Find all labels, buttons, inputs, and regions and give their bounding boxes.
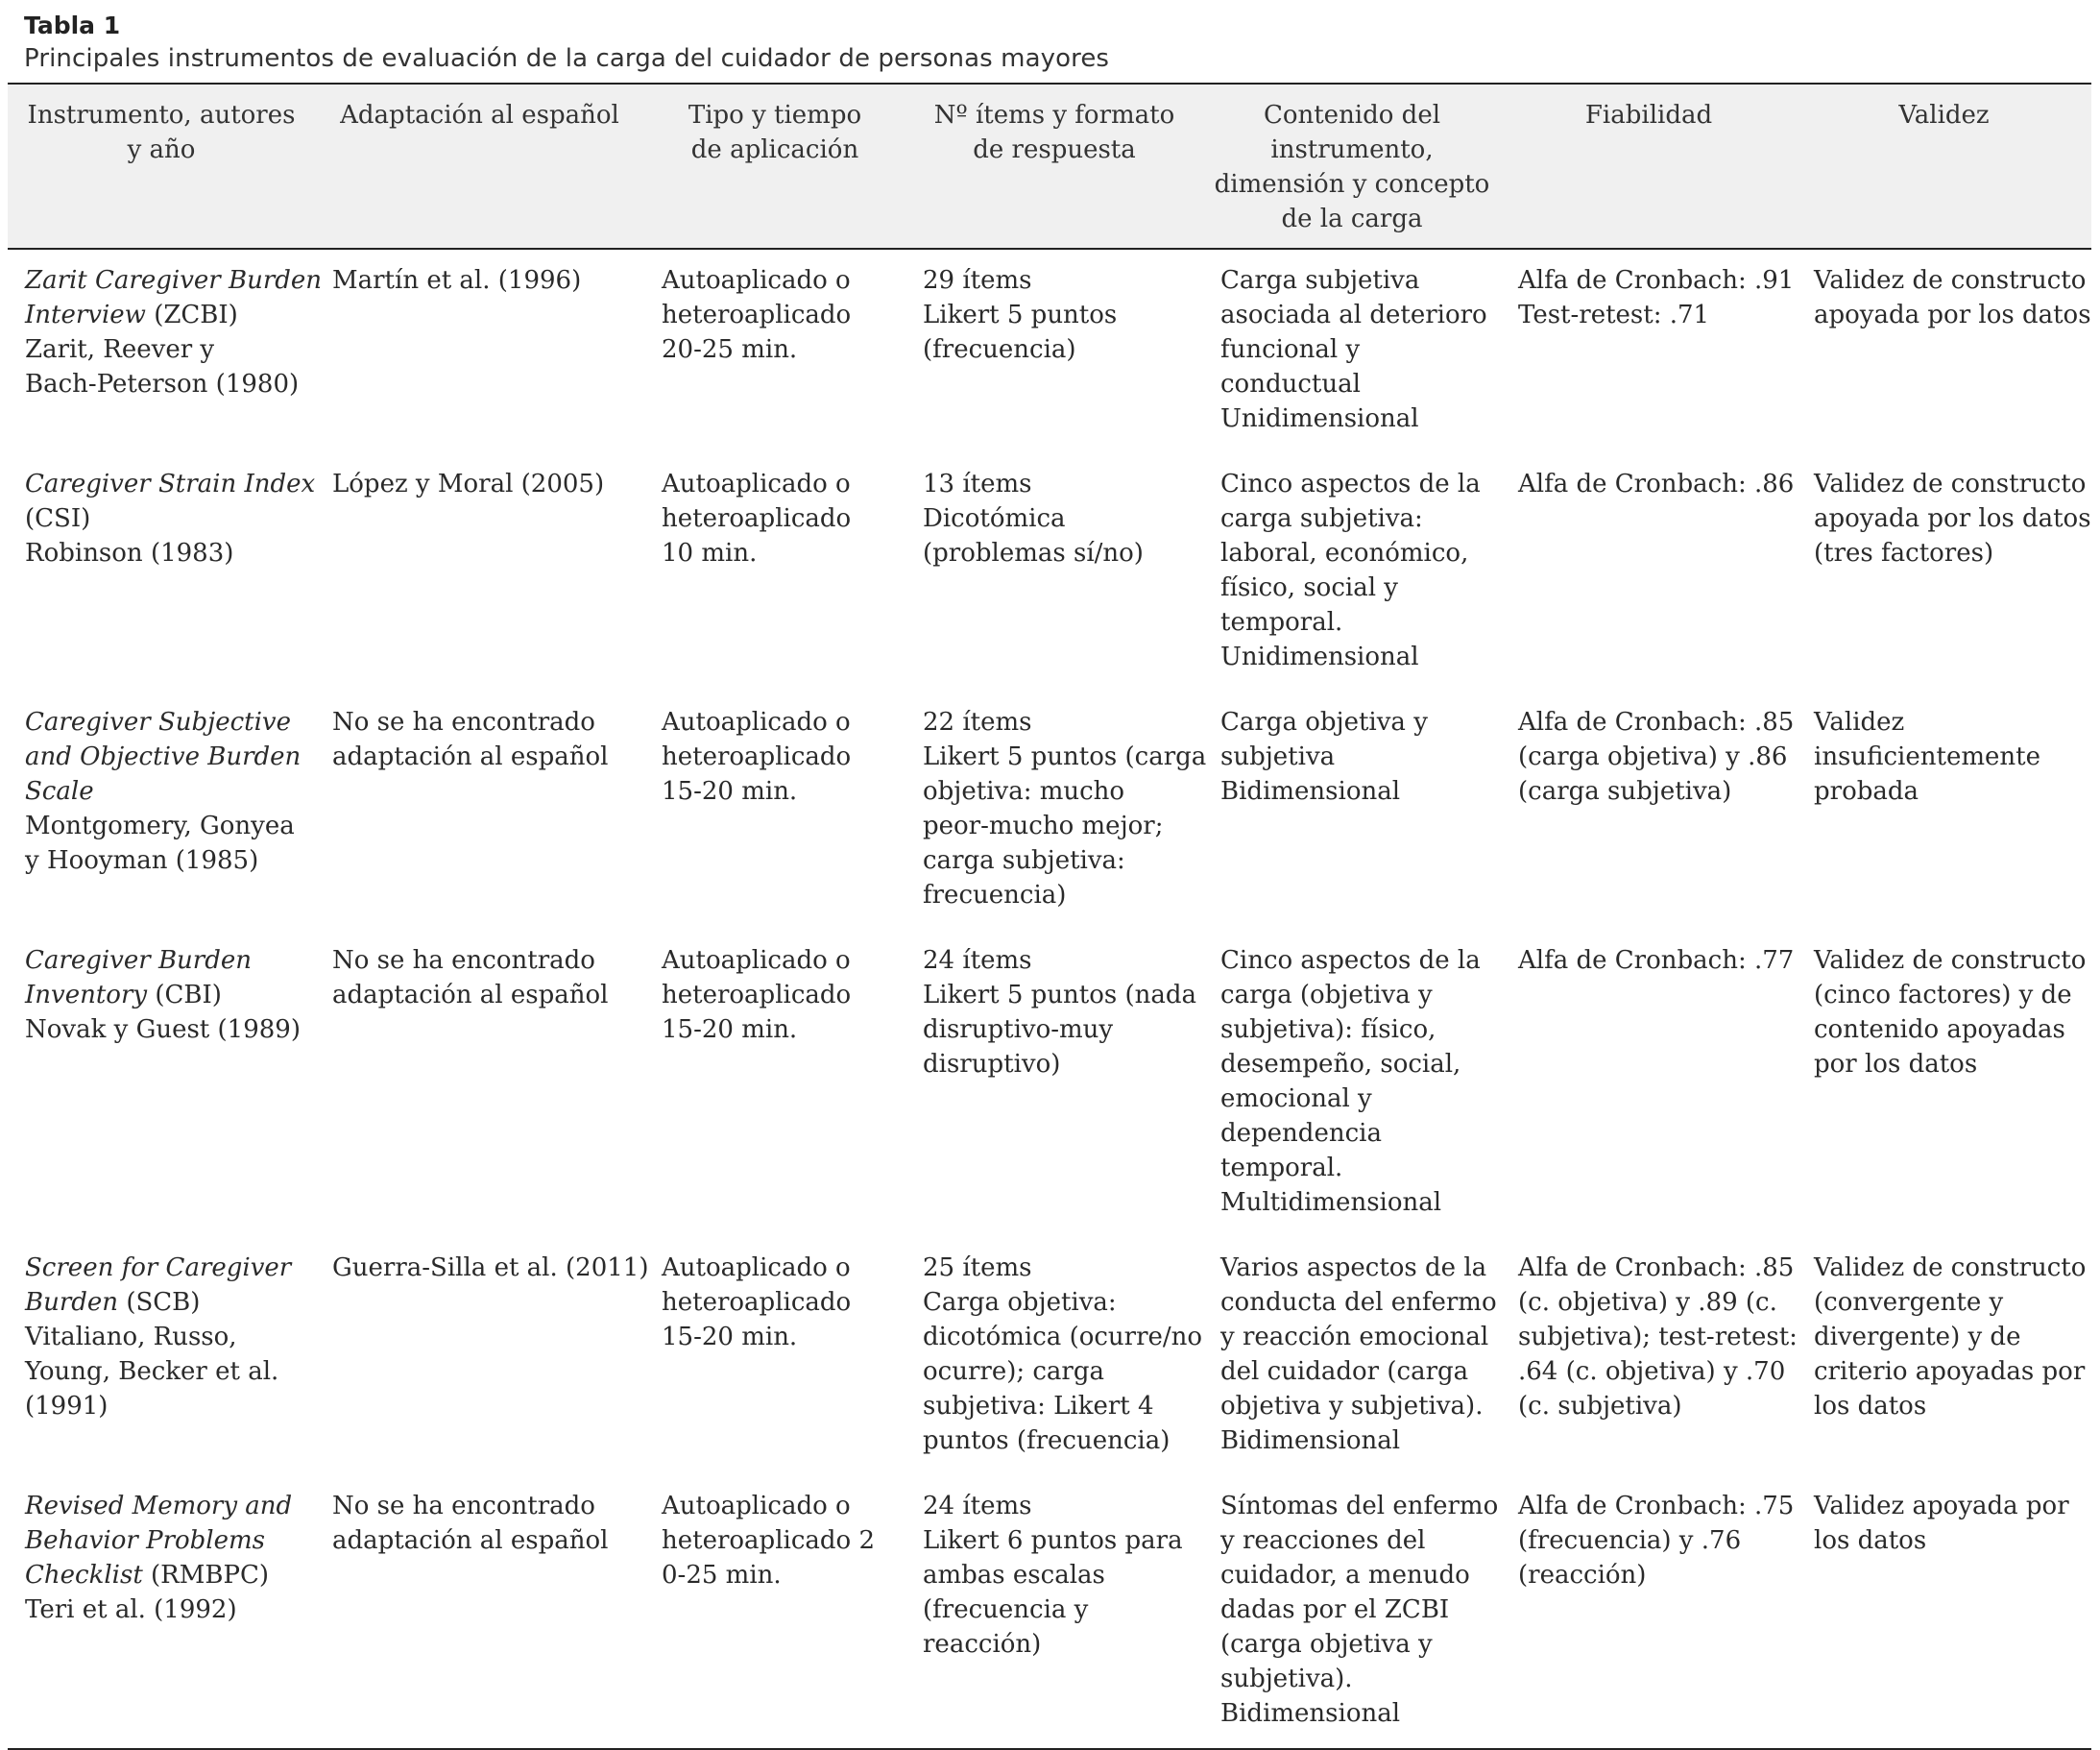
content-cell-line: Carga objetiva y [1220,708,1428,737]
content-cell-line: Bidimensional [1220,1426,1401,1455]
column-header-line: instrumento, [1270,135,1434,164]
content-cell-line: conductual [1220,370,1361,399]
reliability-cell [1501,249,1797,453]
header-row [8,84,2091,249]
items-format-cell-line: (problemas sí/no) [923,539,1144,568]
content-cell-line: Varios aspectos de la [1220,1253,1487,1282]
column-header [1797,84,2091,249]
validity-cell-line: apoyada por los datos [1814,301,2091,329]
items-format-cell-line: objetiva: mucho [923,777,1125,806]
items-format-cell-line: (frecuencia y [923,1595,1089,1624]
content-cell-line: Unidimensional [1220,643,1419,671]
content-cell-line: laboral, económico, [1220,539,1469,568]
content-cell-line: físico, social y [1220,573,1398,602]
validity-cell [1797,930,2091,1237]
application-type-cell [644,249,905,453]
instrument-abbreviation: (CSI) [25,504,91,533]
validity-cell-line: los datos [1814,1392,1927,1421]
validity-cell-line: (cinco factores) y de [1814,981,2072,1009]
column-header-line: de respuesta [973,135,1136,164]
column-header [905,84,1203,249]
validity-cell-line: (tres factores) [1814,539,1994,568]
adaptation-cell-line: adaptación al español [332,981,609,1009]
reliability-cell-line: Alfa de Cronbach: .85 [1518,708,1795,737]
column-header-line: Instrumento, autores [27,101,296,130]
adaptation-cell-line: López y Moral (2005) [332,470,605,498]
content-cell [1203,1475,1501,1749]
content-cell [1203,692,1501,930]
instrument-name-line [25,978,305,1012]
table-header [8,84,2091,249]
content-cell-line: objetiva y subjetiva). [1220,1392,1484,1421]
instrument-authors: (1991) [25,1392,109,1421]
table-row [8,930,2091,1237]
reliability-cell-line: Test-retest: .71 [1518,301,1710,329]
application-type-cell [644,1237,905,1475]
table-caption-title: Tabla 1 [24,12,121,39]
items-format-cell-line: reacción) [923,1630,1042,1659]
table-row [8,453,2091,692]
validity-cell-line: por los datos [1814,1050,1978,1079]
reliability-cell [1501,692,1797,930]
items-format-cell-line: disruptivo) [923,1050,1061,1079]
reliability-cell [1501,1475,1797,1749]
reliability-cell-line: Alfa de Cronbach: .91 [1518,266,1795,295]
instrument-authors: Novak y Guest (1989) [25,1015,301,1044]
items-format-cell [905,1475,1203,1749]
content-cell-line: dependencia [1220,1119,1382,1148]
reliability-cell-line: Alfa de Cronbach: .86 [1518,470,1795,498]
items-format-cell [905,453,1203,692]
instrument-authors: Zarit, Reever y [25,335,215,364]
items-format-cell-line: Dicotómica [923,504,1066,533]
column-header [1501,84,1797,249]
items-format-cell-line: 24 ítems [923,1492,1032,1520]
table-row [8,249,2091,453]
application-type-cell [644,453,905,692]
instrument-cell [8,453,315,692]
validity-cell [1797,249,2091,453]
adaptation-cell [315,692,644,930]
content-cell-line: subjetiva [1220,742,1336,771]
content-cell-line: desempeño, social, [1220,1050,1461,1079]
application-type-cell-line: Autoaplicado o [662,470,851,498]
application-type-cell-line: heteroaplicado [662,742,852,771]
content-cell [1203,453,1501,692]
items-format-cell-line: 22 ítems [923,708,1032,737]
reliability-cell-line: (c. objetiva) y .89 (c. [1518,1288,1777,1317]
instrument-cell [8,930,315,1237]
content-cell-line: Carga subjetiva [1220,266,1420,295]
instrument-authors: Robinson (1983) [25,539,234,568]
adaptation-cell [315,1237,649,1475]
content-cell-line: (carga objetiva y [1220,1630,1433,1659]
column-header-line: Contenido del [1263,101,1441,130]
instrument-name: Caregiver Burden [25,946,252,975]
adaptation-cell-line: adaptación al español [332,1526,609,1555]
content-cell-line: Cinco aspectos de la [1220,946,1481,975]
items-format-cell-line: 29 ítems [923,266,1032,295]
instrument-authors: Teri et al. (1992) [25,1595,237,1624]
instrument-name: Caregiver Subjective [25,708,291,737]
application-type-cell [644,1475,905,1749]
validity-cell [1797,1237,2091,1475]
column-header-line: dimensión y concepto [1214,170,1490,199]
reliability-cell-line: Alfa de Cronbach: .85 [1518,1253,1795,1282]
validity-cell [1797,692,2091,930]
items-format-cell-line: 13 ítems [923,470,1032,498]
reliability-cell-line: Alfa de Cronbach: .75 [1518,1492,1795,1520]
content-cell-line: temporal. [1220,1154,1343,1182]
reliability-cell [1501,930,1797,1237]
validity-cell-line: insuficientemente [1814,742,2040,771]
content-cell-line: Cinco aspectos de la [1220,470,1481,498]
application-type-cell-line: Autoaplicado o [662,1492,851,1520]
items-format-cell-line: Likert 6 puntos para [923,1526,1183,1555]
validity-cell [1797,1475,2091,1749]
adaptation-cell-line: Martín et al. (1996) [332,266,582,295]
column-header [315,84,644,249]
application-type-cell-line: 0-25 min. [662,1561,782,1590]
instrument-cell [8,1475,315,1749]
content-cell-line: Bidimensional [1220,777,1401,806]
validity-cell-line: Validez de constructo [1814,946,2087,975]
validity-cell-line: contenido apoyadas [1814,1015,2065,1044]
instrument-name: Inventory [25,981,148,1009]
column-header-line: Validez [1898,101,1990,130]
instrument-authors: Montgomery, Gonyea [25,812,295,840]
reliability-cell-line: (carga subjetiva) [1518,777,1732,806]
content-cell-line: conducta del enfermo [1220,1288,1497,1317]
column-header [1203,84,1501,249]
table-row [8,692,2091,930]
instrument-name: Caregiver Strain Index [25,470,316,498]
validity-cell-line: Validez de constructo [1814,266,2087,295]
reliability-cell [1501,1237,1797,1475]
adaptation-cell-line: No se ha encontrado [332,1492,595,1520]
instrument-name: Burden [25,1288,119,1317]
reliability-cell-line: subjetiva); test-retest: [1518,1323,1798,1351]
application-type-cell-line: heteroaplicado [662,1288,852,1317]
column-header-line: de la carga [1281,205,1423,233]
items-format-cell-line: ocurre); carga [923,1357,1105,1386]
instrument-name: Screen for Caregiver [25,1253,292,1282]
application-type-cell-line: 15-20 min. [662,777,798,806]
items-format-cell-line: disruptivo-muy [923,1015,1114,1044]
validity-cell-line: probada [1814,777,1919,806]
instruments-table [8,83,2091,1750]
column-header-line: y año [127,135,196,164]
adaptation-cell-line: adaptación al español [332,742,609,771]
validity-cell-line: Validez [1814,708,1905,737]
items-format-cell [905,1237,1203,1475]
content-cell-line: asociada al deterioro [1220,301,1487,329]
instrument-cell [8,1237,315,1475]
validity-cell-line: Validez de constructo [1814,1253,2087,1282]
validity-cell-line: criterio apoyadas por [1814,1357,2086,1386]
items-format-cell-line: Carga objetiva: [923,1288,1117,1317]
items-format-cell-line: (frecuencia) [923,335,1076,364]
instrument-name: Checklist [25,1561,143,1590]
instrument-name-line [25,1285,305,1320]
table-row [8,1237,2091,1475]
application-type-cell-line: heteroaplicado [662,504,852,533]
instrument-name: and Objective Burden [25,742,302,771]
content-cell-line: subjetiva). [1220,1665,1353,1693]
application-type-cell-line: Autoaplicado o [662,946,851,975]
reliability-cell [1501,453,1797,692]
instrument-authors: Bach-Peterson (1980) [25,370,300,399]
content-cell [1203,1237,1501,1475]
application-type-cell-line: Autoaplicado o [662,708,851,737]
validity-cell-line: (convergente y [1814,1288,2004,1317]
items-format-cell-line: Likert 5 puntos [923,301,1118,329]
content-cell-line: cuidador, a menudo [1220,1561,1470,1590]
validity-cell-line: divergente) y de [1814,1323,2021,1351]
application-type-cell-line: 10 min. [662,539,758,568]
items-format-cell-line: subjetiva: Likert 4 [923,1392,1154,1421]
instrument-name: Scale [25,777,94,806]
application-type-cell [644,930,905,1237]
instrument-authors: Young, Becker et al. [25,1357,279,1386]
content-cell [1203,930,1501,1237]
instrument-cell [8,692,315,930]
instrument-abbreviation: (CBI) [147,981,222,1009]
reliability-cell-line: .64 (c. objetiva) y .70 [1518,1357,1786,1386]
reliability-cell-line: (frecuencia) y .76 [1518,1526,1742,1555]
content-cell-line: Bidimensional [1220,1699,1401,1728]
adaptation-cell-line: No se ha encontrado [332,708,595,737]
instrument-cell [8,249,323,453]
application-type-cell-line: Autoaplicado o [662,266,851,295]
instrument-name-line [25,1558,305,1592]
items-format-cell [905,249,1203,453]
content-cell-line: y reacción emocional [1220,1323,1489,1351]
validity-cell-line: Validez de constructo [1814,470,2087,498]
application-type-cell-line: heteroaplicado [662,301,852,329]
reliability-cell-line: Alfa de Cronbach: .77 [1518,946,1795,975]
adaptation-cell-line: Guerra-Silla et al. (2011) [332,1253,649,1282]
instrument-name: Zarit Caregiver Burden [25,266,323,295]
content-cell-line: carga subjetiva: [1220,504,1423,533]
application-type-cell-line: heteroaplicado 2 [662,1526,875,1555]
reliability-cell-line: (carga objetiva) y .86 [1518,742,1788,771]
items-format-cell-line: carga subjetiva: [923,846,1125,875]
instrument-name-line [25,298,305,332]
adaptation-cell-line: No se ha encontrado [332,946,595,975]
instrument-authors: y Hooyman (1985) [25,846,259,875]
content-cell-line: dadas por el ZCBI [1220,1595,1450,1624]
column-header [8,84,315,249]
content-cell-line: subjetiva): físico, [1220,1015,1436,1044]
instrument-name: Interview [25,301,146,329]
content-cell-line: funcional y [1220,335,1361,364]
items-format-cell-line: ambas escalas [923,1561,1105,1590]
content-cell-line: emocional y [1220,1084,1372,1113]
adaptation-cell [315,1475,644,1749]
items-format-cell [905,692,1207,930]
items-format-cell-line: dicotómica (ocurre/no [923,1323,1203,1351]
application-type-cell-line: Autoaplicado o [662,1253,851,1282]
application-type-cell-line: 15-20 min. [662,1323,798,1351]
instrument-authors: Vitaliano, Russo, [25,1323,237,1351]
table-caption-subtitle: Principales instrumentos de evaluación de la carga del cuidador de personas mayores [24,44,1110,73]
content-cell-line: y reacciones del [1220,1526,1426,1555]
reliability-cell-line: (c. subjetiva) [1518,1392,1682,1421]
content-cell [1203,249,1501,453]
instrument-name: Behavior Problems [25,1526,266,1555]
items-format-cell-line: 24 ítems [923,946,1032,975]
application-type-cell-line: heteroaplicado [662,981,852,1009]
column-header-line: Adaptación al español [340,101,619,130]
instrument-name: Revised Memory and [25,1492,293,1520]
adaptation-cell [315,930,644,1237]
instrument-abbreviation: (RMBPC) [142,1561,270,1590]
column-header-line: Fiabilidad [1584,101,1713,130]
instrument-abbreviation: (ZCBI) [145,301,238,329]
items-format-cell-line: peor-mucho mejor; [923,812,1164,840]
content-cell-line: del cuidador (carga [1220,1357,1469,1386]
application-type-cell-line: 15-20 min. [662,1015,798,1044]
validity-cell-line: apoyada por los datos [1814,504,2091,533]
validity-cell-line: Validez apoyada por [1814,1492,2069,1520]
content-cell-line: Unidimensional [1220,404,1419,433]
validity-cell-line: los datos [1814,1526,1927,1555]
reliability-cell-line: (reacción) [1518,1561,1647,1590]
items-format-cell [905,930,1203,1237]
content-cell-line: Síntomas del enfermo [1220,1492,1499,1520]
content-cell-line: temporal. [1220,608,1343,637]
items-format-cell-line: frecuencia) [923,881,1067,910]
content-cell-line: carga (objetiva y [1220,981,1433,1009]
column-header-line: Nº ítems y formato [933,101,1175,130]
column-header [644,84,905,249]
validity-cell [1797,453,2091,692]
application-type-cell-line: 20-25 min. [662,335,798,364]
column-header-line: de aplicación [690,135,859,164]
items-format-cell-line: puntos (frecuencia) [923,1426,1171,1455]
adaptation-cell [315,453,644,692]
items-format-cell-line: Likert 5 puntos (carga [923,742,1207,771]
items-format-cell-line: 25 ítems [923,1253,1032,1282]
application-type-cell [644,692,905,930]
table-row [8,1475,2091,1749]
instrument-abbreviation: (SCB) [118,1288,201,1317]
adaptation-cell [315,249,644,453]
items-format-cell-line: Likert 5 puntos (nada [923,981,1197,1009]
column-header-line: Tipo y tiempo [688,101,862,130]
table-body [8,249,2091,1749]
content-cell-line: Multidimensional [1220,1188,1442,1217]
